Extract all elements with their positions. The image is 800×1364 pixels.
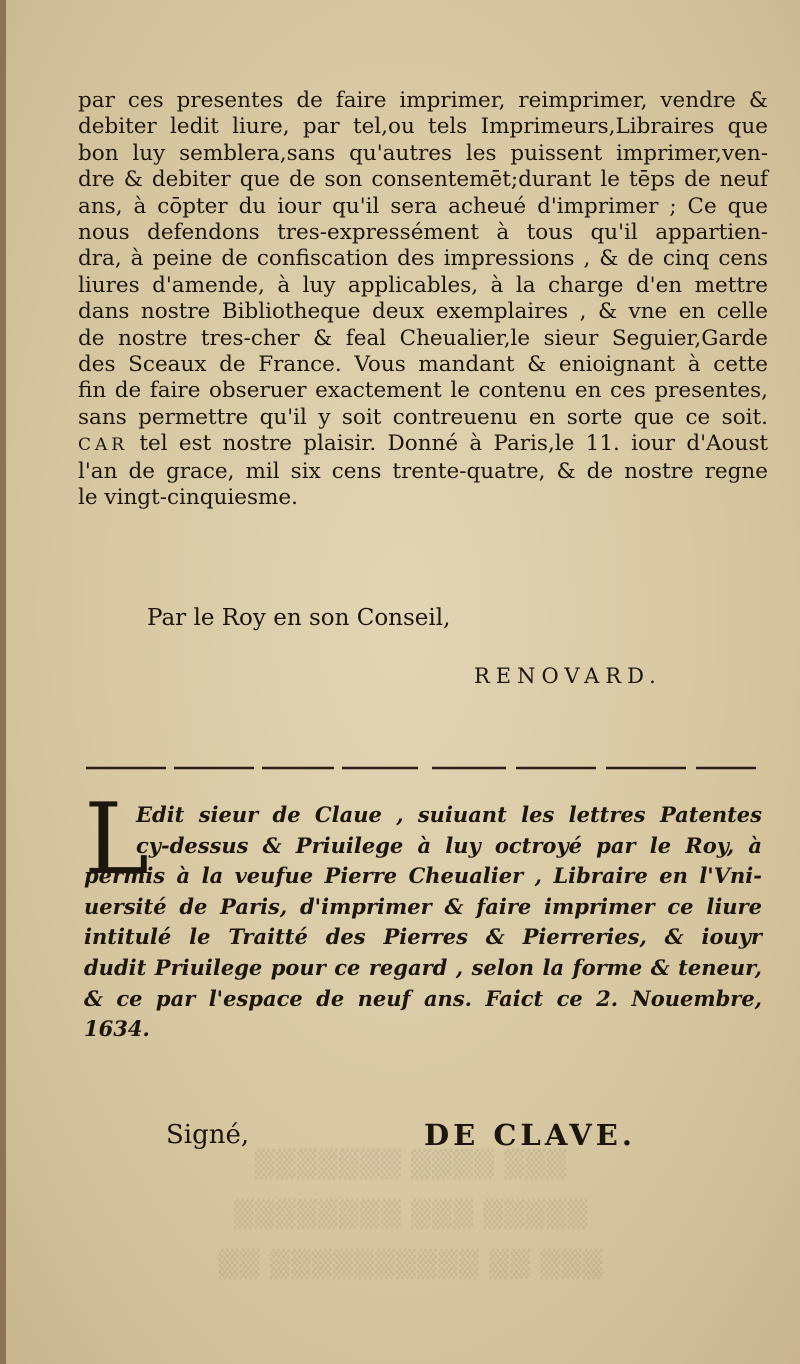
- privilege-line: [78, 431, 768, 458]
- signatory-renovard: RENOVARD.: [474, 664, 662, 688]
- privilege-line: fin de faire obseruer exactement le contenu en ces presentes,: [78, 378, 768, 404]
- car-smallcaps: CAR: [78, 435, 129, 456]
- privilege-line: sans permettre qu'il y soit contreuenu en sorte que ce soit.: [78, 404, 768, 430]
- privilege-line: ans, à cōpter du iour qu'il sera acheué d'imprimer ; Ce que: [78, 193, 768, 219]
- privilege-line: debiter ledit liure, par tel,ou tels Imprimeurs,Libraires que: [78, 114, 768, 140]
- cession-line: uersité de Paris, d'imprimer & faire imprimer ce liure: [84, 893, 762, 919]
- cession-text: [84, 783, 762, 1045]
- drop-capital-l: L: [84, 783, 150, 897]
- signed-name-de-clave: DE CLAVE.: [424, 1118, 636, 1152]
- dashed-rule-divider: [86, 764, 756, 772]
- privilege-line: le vingt-cinquiesme.: [78, 485, 298, 511]
- show-through-text: ▒▒▒ ▒▒▒▒ ▒▒▒▒▒▒▒: [253, 1150, 567, 1180]
- privilege-line: nous defendons tres-expressément à tous qu'il appartien-: [78, 220, 768, 246]
- cession-line: & ce par l'espace de neuf ans. Faict ce 2. Nouembre,: [84, 985, 762, 1011]
- privilege-text: [78, 88, 768, 512]
- privilege-line-text: tel est nostre plaisir. Donné à Paris,le 11. iour d'Aoust: [139, 431, 768, 457]
- privilege-line: bon luy semblera,sans qu'autres les puissent imprimer,ven-: [78, 140, 768, 166]
- show-through-text: ▒▒▒ ▒▒ ▒▒▒▒▒▒▒▒▒▒ ▒▒: [217, 1250, 603, 1280]
- privilege-line: de nostre tres-cher & feal Cheualier,le sieur Seguier,Garde: [78, 325, 768, 351]
- cession-line: 1634.: [84, 1016, 150, 1042]
- page-edge-shadow: [0, 0, 6, 1364]
- privilege-line: l'an de grace, mil six cens trente-quatre, & de nostre regne: [78, 458, 768, 484]
- cession-line: permis à la veufue Pierre Cheualier , Libraire en l'Vni-: [84, 863, 762, 889]
- signed-label: Signé,: [166, 1120, 250, 1150]
- privilege-line: dra, à peine de confiscation des impressions , & de cinq cens: [78, 246, 768, 272]
- cession-line: cy-dessus & Priuilege à luy octroyé par le Roy, à: [136, 832, 762, 858]
- privilege-line: par ces presentes de faire imprimer, reimprimer, vendre &: [78, 88, 768, 113]
- cession-line: dudit Priuilege pour ce regard , selon la forme & teneur,: [84, 954, 762, 980]
- privilege-line: dans nostre Bibliotheque deux exemplaires , & vne en celle: [78, 299, 768, 325]
- cession-line: intitulé le Traitté des Pierres & Pierreries, & iouyr: [84, 924, 762, 950]
- cession-line: Edit sieur de Claue , suiuant les lettres Patentes: [136, 802, 762, 827]
- par-le-roy-line: Par le Roy en son Conseil,: [147, 605, 451, 631]
- privilege-line: liures d'amende, à luy applicables, à la charge d'en mettre: [78, 272, 768, 298]
- privilege-line: dre & debiter que de son consentemēt;durant le tēps de neuf: [78, 167, 768, 193]
- show-through-text: ▒▒▒▒▒ ▒▒▒ ▒▒▒▒▒▒▒▒: [232, 1200, 588, 1230]
- privilege-line: des Sceaux de France. Vous mandant & enioignant à cette: [78, 352, 768, 378]
